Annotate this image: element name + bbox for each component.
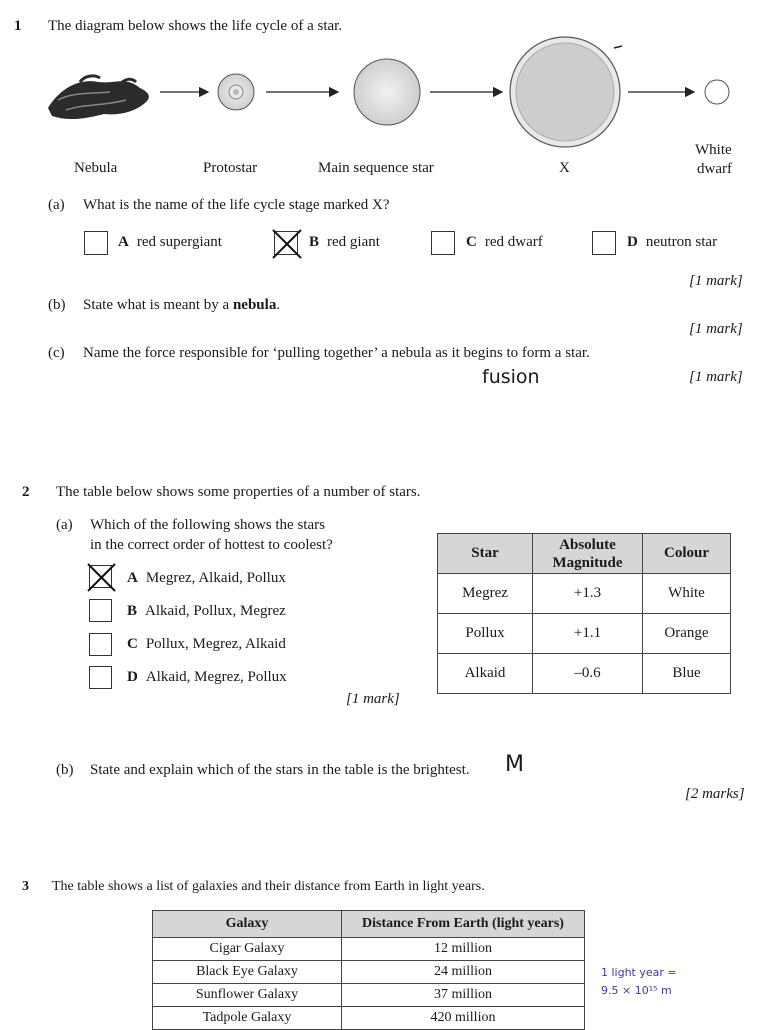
- option-text: neutron star: [645, 234, 718, 250]
- option-text: red dwarf: [484, 234, 543, 250]
- table-row: [153, 984, 585, 1007]
- q2b-letter: (b): [56, 762, 74, 778]
- option-letter: C: [466, 234, 477, 250]
- q1-intro: The diagram below shows the life cycle of a star.: [48, 18, 343, 34]
- label-dwarf: dwarf: [697, 161, 732, 177]
- cell-distance: 24 million: [342, 961, 585, 984]
- life-cycle-diagram: [0, 30, 768, 160]
- cross-mark-icon: [86, 562, 117, 593]
- option-letter: D: [127, 669, 138, 685]
- q2a-option-a: [127, 570, 286, 587]
- table-row: [438, 574, 731, 614]
- nebula-image: [48, 76, 149, 119]
- main-sequence-star-image: [354, 59, 420, 125]
- header-abs-line2: Magnitude: [552, 554, 623, 571]
- cell-star: Megrez: [438, 574, 533, 614]
- q2a-checkbox-c[interactable]: [89, 633, 112, 656]
- cell-star: Alkaid: [438, 654, 533, 694]
- q2a-option-b: [127, 603, 286, 620]
- option-text: Megrez, Alkaid, Pollux: [145, 570, 286, 586]
- option-text: red supergiant: [136, 234, 222, 250]
- q3-note-line1: 1 light year =: [601, 966, 677, 979]
- option-text: Pollux, Megrez, Alkaid: [145, 636, 286, 652]
- q2-number: 2: [22, 484, 30, 500]
- option-text: red giant: [327, 234, 380, 250]
- q1a-checkbox-c[interactable]: [431, 231, 455, 255]
- cell-distance: 37 million: [342, 984, 585, 1007]
- table-row: [438, 614, 731, 654]
- q1b-question-post: .: [276, 297, 281, 313]
- cell-magnitude: +1.3: [533, 574, 643, 614]
- q1c-letter: (c): [48, 345, 65, 361]
- q2a-checkbox-b[interactable]: [89, 599, 112, 622]
- header-galaxy: Galaxy: [153, 911, 342, 938]
- q1a-checkbox-d[interactable]: [592, 231, 616, 255]
- table-row: [153, 1007, 585, 1030]
- label-protostar: Protostar: [203, 160, 258, 176]
- cell-distance: 420 million: [342, 1007, 585, 1030]
- table-header-row: [438, 534, 731, 574]
- q2b-handwritten-answer: M: [505, 752, 524, 777]
- q1c-mark: [1 mark]: [689, 369, 743, 385]
- q1b-question-pre: State what is meant by a: [83, 297, 233, 313]
- option-letter: B: [127, 603, 138, 619]
- option-letter: C: [127, 636, 138, 652]
- q3-note-line2: 9.5 × 10¹⁵ m: [601, 984, 672, 997]
- q1a-option-a: [118, 234, 222, 251]
- table-row: [153, 938, 585, 961]
- q2a-question-line1: Which of the following shows the stars: [90, 517, 325, 533]
- galaxies-table: [152, 910, 585, 1030]
- option-letter: A: [127, 570, 138, 586]
- q3-number: 3: [22, 879, 29, 894]
- star-x-image: [510, 37, 622, 147]
- cell-galaxy: Black Eye Galaxy: [153, 961, 342, 984]
- q1b-letter: (b): [48, 297, 66, 313]
- q1b-question: [83, 297, 280, 314]
- cell-magnitude: –0.6: [533, 654, 643, 694]
- q1a-option-b: [309, 234, 380, 251]
- q2a-checkbox-d[interactable]: [89, 666, 112, 689]
- q1-number: 1: [14, 18, 22, 34]
- header-colour: Colour: [643, 534, 731, 574]
- option-text: Alkaid, Megrez, Pollux: [145, 669, 287, 685]
- cell-galaxy: Tadpole Galaxy: [153, 1007, 342, 1030]
- q2b-question: State and explain which of the stars in the table is the brightest.: [90, 762, 470, 778]
- q1a-mark: [1 mark]: [689, 273, 743, 289]
- header-abs-line1: Absolute: [559, 536, 616, 553]
- q2a-checkbox-a[interactable]: [89, 565, 112, 588]
- header-star: Star: [438, 534, 533, 574]
- stars-table: [437, 533, 731, 694]
- label-white: White: [695, 142, 732, 158]
- q1c-handwritten-answer: fusion: [482, 366, 540, 388]
- white-dwarf-image: [705, 80, 729, 104]
- q1a-question: What is the name of the life cycle stage marked X?: [83, 197, 390, 213]
- q1c-question: Name the force responsible for ‘pulling together’ a nebula as it begins to form a star.: [83, 345, 590, 361]
- q1a-option-d: [627, 234, 717, 251]
- option-text: Alkaid, Pollux, Megrez: [145, 603, 286, 619]
- label-nebula: Nebula: [74, 160, 118, 176]
- table-row: [153, 961, 585, 984]
- label-x: X: [559, 160, 570, 176]
- table-header-row: [153, 911, 585, 938]
- cell-colour: Orange: [643, 614, 731, 654]
- q1b-question-bold: nebula: [232, 297, 277, 313]
- table-row: [438, 654, 731, 694]
- cross-mark-icon: [271, 228, 303, 260]
- q2a-letter: (a): [56, 517, 73, 533]
- cell-star: Pollux: [438, 614, 533, 654]
- q3-intro: The table shows a list of galaxies and their distance from Earth in light years.: [52, 879, 485, 894]
- cell-galaxy: Cigar Galaxy: [153, 938, 342, 961]
- q1b-mark: [1 mark]: [689, 321, 743, 337]
- label-main-sequence: Main sequence star: [318, 160, 434, 176]
- cell-colour: White: [643, 574, 731, 614]
- q1a-checkbox-b[interactable]: [274, 231, 298, 255]
- option-letter: B: [309, 234, 320, 250]
- cell-galaxy: Sunflower Galaxy: [153, 984, 342, 1007]
- cell-magnitude: +1.1: [533, 614, 643, 654]
- cell-distance: 12 million: [342, 938, 585, 961]
- q2b-mark: [2 marks]: [685, 786, 745, 802]
- q1a-checkbox-a[interactable]: [84, 231, 108, 255]
- q2a-option-d: [127, 669, 287, 686]
- q2a-question-line2: in the correct order of hottest to coolest?: [90, 537, 333, 553]
- q2a-option-c: [127, 636, 286, 653]
- cell-colour: Blue: [643, 654, 731, 694]
- option-letter: A: [118, 234, 129, 250]
- header-distance: Distance From Earth (light years): [342, 911, 585, 938]
- protostar-image: [218, 74, 254, 110]
- header-absolute-magnitude: [533, 534, 643, 574]
- q2a-mark: [1 mark]: [346, 691, 400, 707]
- option-letter: D: [627, 234, 638, 250]
- q1a-option-c: [466, 234, 543, 251]
- q1a-letter: (a): [48, 197, 65, 213]
- q2-intro: The table below shows some properties of a number of stars.: [56, 484, 421, 500]
